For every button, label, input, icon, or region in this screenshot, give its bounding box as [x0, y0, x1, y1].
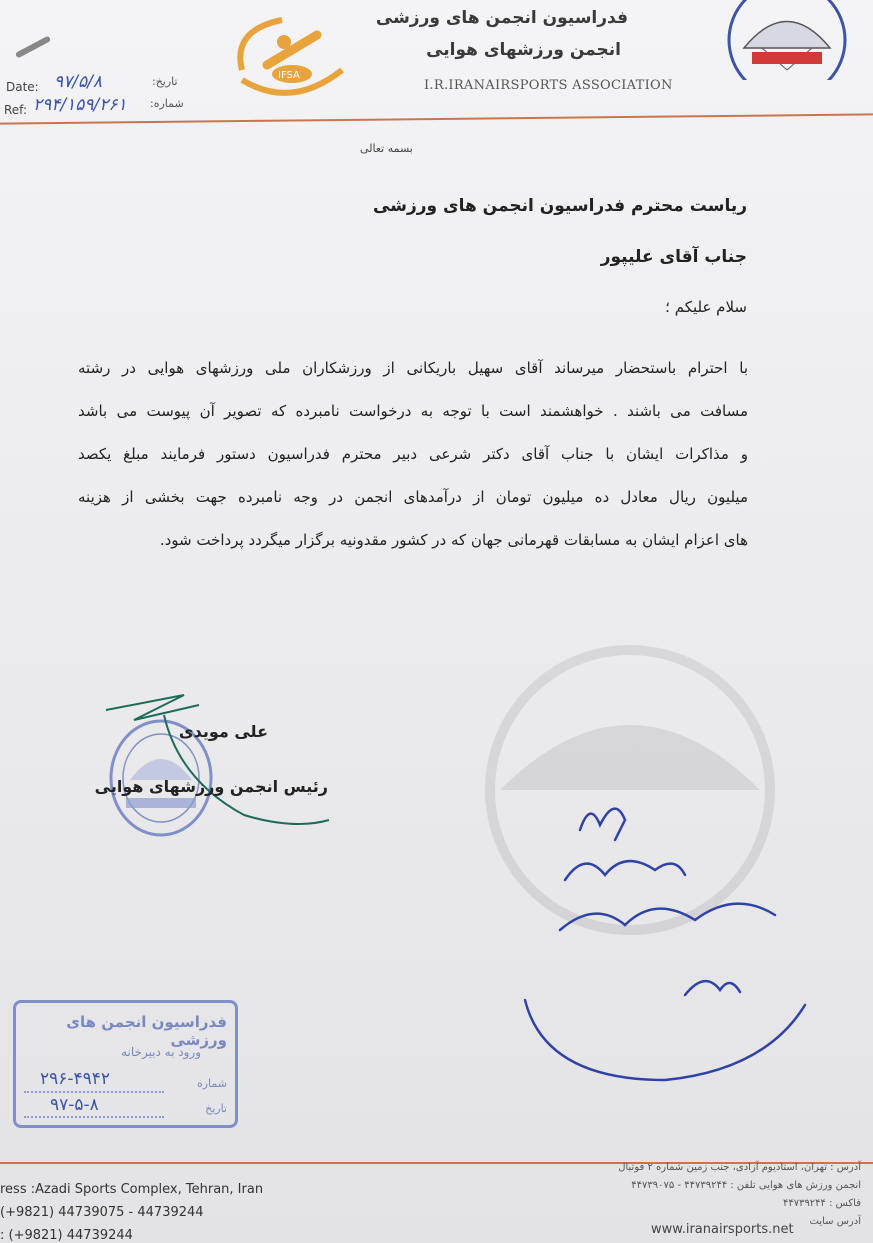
footer-address-fa: آدرس : تهران، استادیوم آزادی، جنب زمین شماره ۲ فوتبال [618, 1162, 861, 1173]
signer-name: علی مویدی [178, 722, 268, 741]
association-logo [722, 0, 852, 80]
ifsa-logo [222, 10, 362, 110]
receipt-stamp-title: فدراسیون انجمن های ورزشی [66, 1013, 227, 1049]
stamp-dotted-line [24, 1116, 164, 1118]
footer-tel-fa: انجمن ورزش های هوایی تلفن : ۴۴۷۳۹۲۴۴ - ۴۴۷۳۹۰۷۵ [631, 1180, 861, 1191]
letter-body [78, 350, 748, 558]
stamp-dotted-line [24, 1091, 164, 1093]
recipient-line-2: جناب آقای علیپور [600, 247, 747, 267]
receipt-date-value: ۹۷-۵-۸ [50, 1095, 99, 1115]
body-line: با احترام باستحضار میرساند آقای سهیل باریکانی از ورزشکاران ملی ورزشهای هوایی در رشته [78, 359, 748, 377]
footer-tel-en: (+9821) 44739075 - 44739244 [0, 1205, 204, 1220]
handwritten-note [505, 780, 825, 1100]
signer-title: رئیس انجمن ورزشهای هوایی [94, 777, 328, 796]
body-line: های اعزام ایشان به مسابقات قهرمانی جهان که در کشور مقدونیه برگزار میگردد پرداخت شود. [159, 531, 748, 549]
association-title-fa: انجمن ورزشهای هوایی [426, 40, 621, 60]
date-value: ۹۷/۵/۸ [54, 72, 102, 92]
ifsa-logo-text: IFSA [278, 70, 300, 81]
header-divider [0, 113, 873, 124]
date-label: Date: [6, 80, 39, 94]
receipt-number-value: ۲۹۶-۴۹۴۲ [40, 1069, 111, 1089]
pen-mark [15, 35, 51, 58]
footer-fax-en: : (+9821) 44739244 [0, 1228, 133, 1243]
footer-address-en: ress :Azadi Sports Complex, Tehran, Iran [0, 1182, 264, 1197]
signature [104, 690, 334, 830]
receipt-date-label: تاریخ [205, 1102, 227, 1115]
footer-website[interactable]: www.iranairsports.net [651, 1222, 794, 1237]
association-title-en: I.R.IRANAIRSPORTS ASSOCIATION [424, 78, 673, 93]
greeting: سلام علیکم ؛ [665, 298, 747, 316]
recipient-line-1: ریاست محترم فدراسیون انجمن های ورزشی [373, 196, 747, 216]
ref-label-fa: شماره: [150, 97, 184, 110]
footer-fax-fa: فاکس : ۴۴۷۳۹۲۴۴ [782, 1198, 861, 1209]
basmala: بسمه تعالی [360, 142, 413, 155]
receipt-stamp-subtitle: ورود به دبیرخانه [121, 1045, 201, 1059]
ref-value: ۲۹۴/۱۵۹/۲۶۱ [33, 95, 127, 115]
body-line: و مذاکرات ایشان با جناب آقای دکتر شرعی دبیر محترم فدراسیون دستور فرمایند مبلغ یکصد [78, 445, 748, 463]
ref-label: Ref: [4, 103, 28, 117]
receipt-number-label: شماره [196, 1077, 227, 1090]
receipt-stamp [13, 1000, 238, 1128]
body-line: مسافت می باشند . خواهشمند است با توجه به درخواست نامبرده که تصویر آن پیوست می باشد [78, 402, 748, 420]
date-label-fa: تاریخ: [152, 75, 178, 88]
body-line: میلیون ریال معادل ده میلیون تومان از درآمدهای انجمن در وجه نامبرده جهت بخشی از هزینه [78, 488, 748, 506]
federation-title: فدراسیون انجمن های ورزشی [375, 8, 628, 28]
footer-web-label-fa: آدرس سایت [809, 1216, 861, 1227]
